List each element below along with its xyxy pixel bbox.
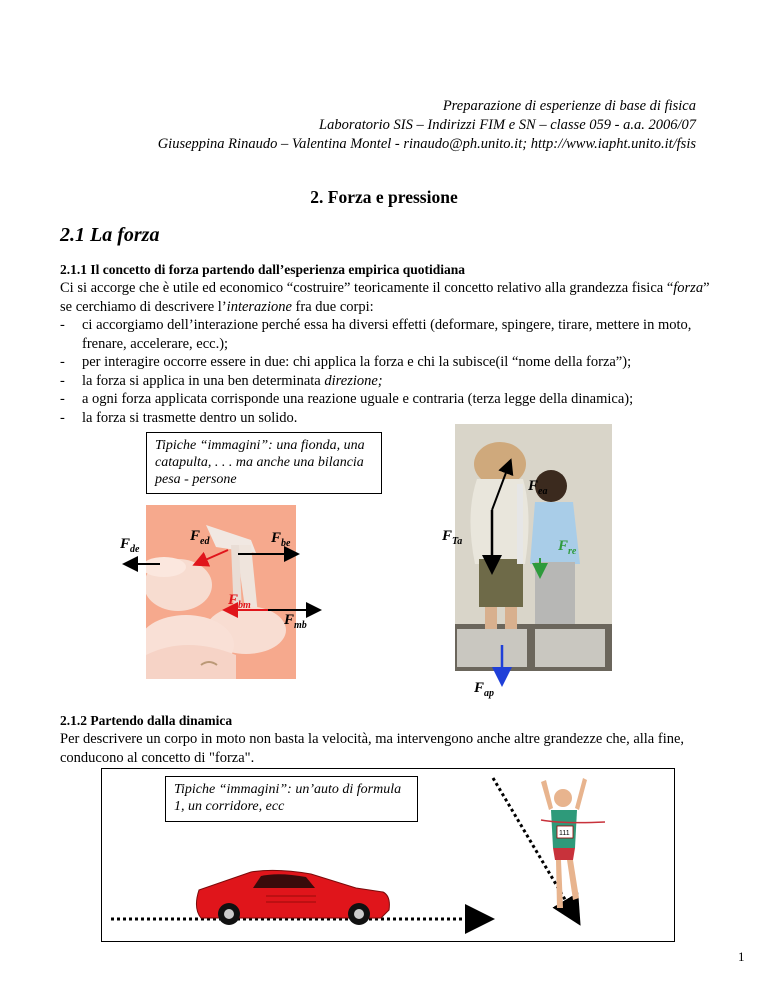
label-fea: $F_{ea}$ xyxy=(528,478,548,497)
intro-text-a: Ci si accorge che è utile ed economico “costruire” teoricamente il concetto relativo alla grandezza fisica “ xyxy=(60,280,674,296)
label-fde: $F_{de}$ xyxy=(120,536,140,555)
list-item: - per interagire occorre essere in due: chi applica la forza e chi la subisce(il “nome della forza”); xyxy=(60,354,632,370)
label-fbe: $F_{be}$ xyxy=(271,530,291,549)
subsection-heading-1: 2.1.1 Il concetto di forza partendo dall’esperienza empirica quotidiana xyxy=(60,262,465,277)
header-line-2: Laboratorio SIS – Indirizzi FIM e SN – classe 059 - a.a. 2006/07 xyxy=(319,117,696,133)
red-car xyxy=(196,870,389,925)
arrow-fea xyxy=(492,462,510,510)
list-item: - a ogni forza applicata corrisponde una reazione uguale e contraria (terza legge della dinamica); xyxy=(60,391,634,407)
label-fre: $F_{re}$ xyxy=(558,538,577,557)
label-fmb: $F_{mb}$ xyxy=(284,612,307,631)
section-heading: 2.1 La forza xyxy=(60,224,160,246)
intro-text-c: fra due corpi: xyxy=(291,298,374,315)
subsection-2-text: Per descrivere un corpo in moto non basta la velocità, ma intervengono anche altre grandezze che, alla fine, conducono al concetto di "forza". xyxy=(60,731,685,766)
arrow-fed xyxy=(196,550,228,564)
subsection-1-body xyxy=(60,279,710,427)
intro-paragraph xyxy=(60,279,710,316)
figure-1-caption: Tipiche “immagini”: una fionda, una catapulta, . . . ma anche una bilancia pesa - persone xyxy=(146,432,382,494)
list-item: - la forza si trasmette dentro un solido. xyxy=(60,409,298,426)
header-line-1: Preparazione di esperienze di base di fisica xyxy=(442,98,696,114)
subsection-heading-2: 2.1.2 Partendo dalla dinamica xyxy=(60,713,233,728)
label-fta: $F_{Ta}$ xyxy=(442,528,463,547)
header-line-3: Giuseppina Rinaudo – Valentina Montel - rinaudo@ph.unito.it; http://www.iapht.unito.it/fsis xyxy=(157,136,696,152)
page-title: 2. Forza e pressione xyxy=(310,187,458,207)
label-fap: $F_{ap}$ xyxy=(474,680,495,699)
list-item: - la forza si applica in una ben determinata direzione; xyxy=(60,372,383,389)
label-fbm: $F_{bm}$ xyxy=(228,592,251,611)
page-number: 1 xyxy=(738,949,745,964)
figure-2-caption: Tipiche “immagini”: un’auto di formula 1, un corridore, ecc xyxy=(165,776,418,822)
intro-text-b: ” se cerchiamo di descrivere l’ xyxy=(60,280,710,315)
runner-bib: 111 xyxy=(559,830,570,837)
intro-forza: forza xyxy=(673,280,704,296)
list-item: - ci accorgiamo dell’interazione perché essa ha diversi effetti (deformare, spingere, tirare, mettere in moto, frenare, accelerare, ecc.); xyxy=(60,317,692,352)
intro-interazione: interazione xyxy=(226,298,292,315)
label-fed: $F_{ed}$ xyxy=(190,528,210,547)
runner-figure xyxy=(541,778,605,908)
figure-2-drawing xyxy=(101,768,675,942)
